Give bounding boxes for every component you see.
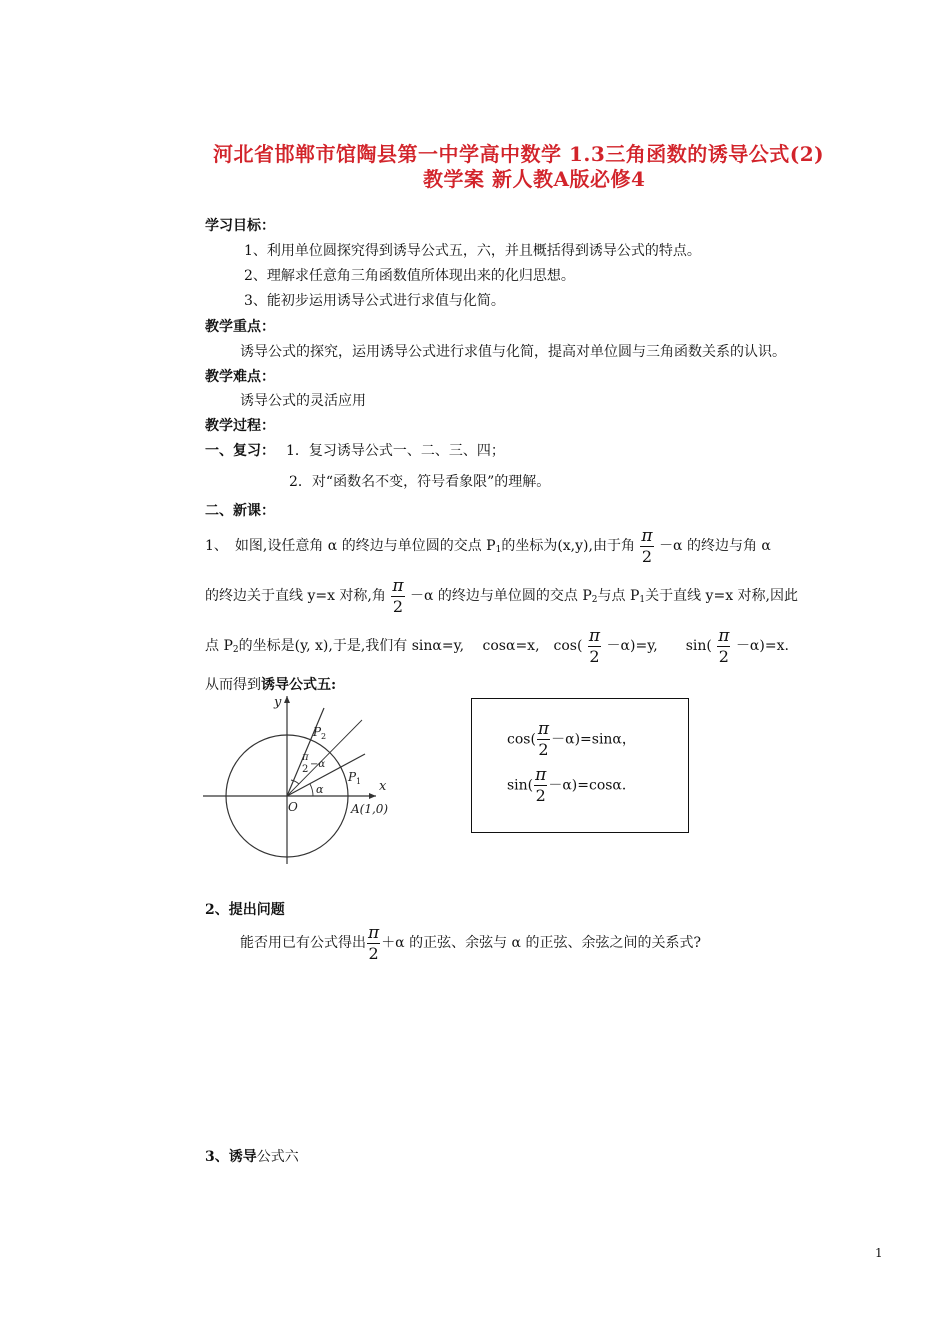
section1-line1-text-c: －α 的终边与角 α <box>659 538 771 554</box>
formula-five-box <box>471 698 689 833</box>
review-item-1: 1．复习诱导公式一、二、三、四； <box>286 443 505 459</box>
key-point-text: 诱导公式的探究，运用诱导公式进行求值与化简，提高对单位圆与三角函数关系的认识。 <box>240 344 786 360</box>
new-lesson-heading: 二、新课： <box>205 503 275 519</box>
review-label: 一、复习： <box>205 443 275 459</box>
section1-line3-text-b: 的坐标是(y, x),于是,我们有 sinα=y, cosα=x, cos( <box>238 638 583 654</box>
section1-line3-text-c: －α)=y, sin( <box>606 638 712 654</box>
page-title-line1: 河北省邯郸市馆陶县第一中学高中数学 1.3三角函数的诱导公式(2) <box>213 142 825 166</box>
objective-item-3: 3、能初步运用诱导公式进行求值与化简。 <box>244 293 505 309</box>
section1-line2-text-d: 关于直线 y=x 对称,因此 <box>645 588 798 604</box>
fraction-pi-over-2: $\frac{\pi}{2}$ <box>392 575 404 616</box>
conclusion-text-b: 诱导公式五: <box>261 677 337 693</box>
page-title-line2: 教学案 新人教A版必修4 <box>423 167 646 191</box>
section1-line1-text-a: 1、 如图,设任意角 α 的终边与单位圆的交点 P <box>205 538 496 554</box>
x-axis-arrow <box>369 793 376 799</box>
p1-subscript: 1 <box>356 777 362 786</box>
formula-line1-text-b: －α)=sinα， <box>551 731 636 748</box>
difficulty-text: 诱导公式的灵活应用 <box>240 393 366 409</box>
objective-item-1: 1、利用单位圆探究得到诱导公式五，六，并且概括得到诱导公式的特点。 <box>244 243 701 259</box>
page-number: 1 <box>875 1246 883 1260</box>
difficulty-heading: 教学难点： <box>205 369 275 385</box>
objective-item-2: 2、理解求任意角三角函数值所体现出来的化归思想。 <box>244 268 575 284</box>
section3-heading-bold: 3、诱导 <box>205 1149 257 1165</box>
formula-five-line1 <box>507 721 636 758</box>
formula-line1-text-a: cos( <box>507 731 536 748</box>
angle-label-two: 2 <box>302 764 309 775</box>
section1-line3-text-a: 点 P <box>205 638 233 654</box>
fraction-pi-over-2: $\frac{\pi}{2}$ <box>641 525 653 566</box>
fraction-pi-over-2: $\frac{\pi}{2}$ <box>535 765 547 805</box>
formula-line2-text-a: sin( <box>507 777 534 794</box>
fraction-pi-over-2: $\frac{\pi}{2}$ <box>718 625 730 666</box>
section1-line2-text-b: －α 的终边与单位圆的交点 P <box>409 588 592 604</box>
x-axis-label: x <box>379 779 387 794</box>
section1-line1-text-b: 的坐标为(x,y),由于角 <box>501 538 635 554</box>
section1-line2-text-a: 的终边关于直线 y=x 对称,角 <box>205 588 386 604</box>
p2-subscript: 2 <box>321 732 327 741</box>
section2-text-a: 能否用已有公式得出 <box>240 935 366 951</box>
formula-five-line2 <box>507 767 636 804</box>
section2-heading: 2、提出问题 <box>205 902 285 918</box>
fraction-pi-over-2: $\frac{\pi}{2}$ <box>588 625 601 666</box>
section1-line3-text-d: －α)=x. <box>735 638 789 654</box>
p1-label: P <box>348 770 357 784</box>
section1-line2 <box>205 576 798 620</box>
formula-line2-text-b: －α)=cosα． <box>548 777 636 794</box>
subscript-1: 1 <box>639 595 646 605</box>
angle-label-pi: π <box>302 752 309 763</box>
review-item-2: 2．对“函数名不变，符号看象限”的理解。 <box>289 474 551 490</box>
fraction-pi-over-2: $\frac{\pi}{2}$ <box>537 719 550 759</box>
objectives-heading: 学习目标： <box>205 218 275 234</box>
section3-heading-rest: 公式六 <box>256 1149 299 1165</box>
section2-text-b: ＋α 的正弦、余弦与 α 的正弦、余弦之间的关系式? <box>381 935 701 951</box>
section2-question <box>240 923 701 963</box>
subscript-1: 1 <box>495 545 502 555</box>
section1-line3 <box>205 626 789 670</box>
fraction-pi-over-2: $\frac{\pi}{2}$ <box>368 922 380 963</box>
subscript-2: 2 <box>591 595 598 605</box>
point-a-label: A(1,0) <box>351 802 389 816</box>
section1-line2-text-c: 与点 P <box>597 588 640 604</box>
section1-line1 <box>205 526 771 570</box>
p2-label: P <box>313 725 322 739</box>
key-point-heading: 教学重点： <box>205 319 275 335</box>
angle-arc-alpha <box>310 784 313 796</box>
process-heading: 教学过程： <box>205 418 275 434</box>
y-axis-arrow <box>284 696 290 703</box>
alpha-label: α <box>316 783 324 796</box>
section3-heading <box>205 1146 299 1166</box>
subscript-2: 2 <box>232 645 239 655</box>
angle-label-minus-alpha: −α <box>310 759 326 770</box>
conclusion-text-a: 从而得到 <box>205 677 261 693</box>
unit-circle-figure <box>200 690 390 870</box>
origin-label: O <box>288 800 298 814</box>
y-axis-label: y <box>274 695 282 710</box>
